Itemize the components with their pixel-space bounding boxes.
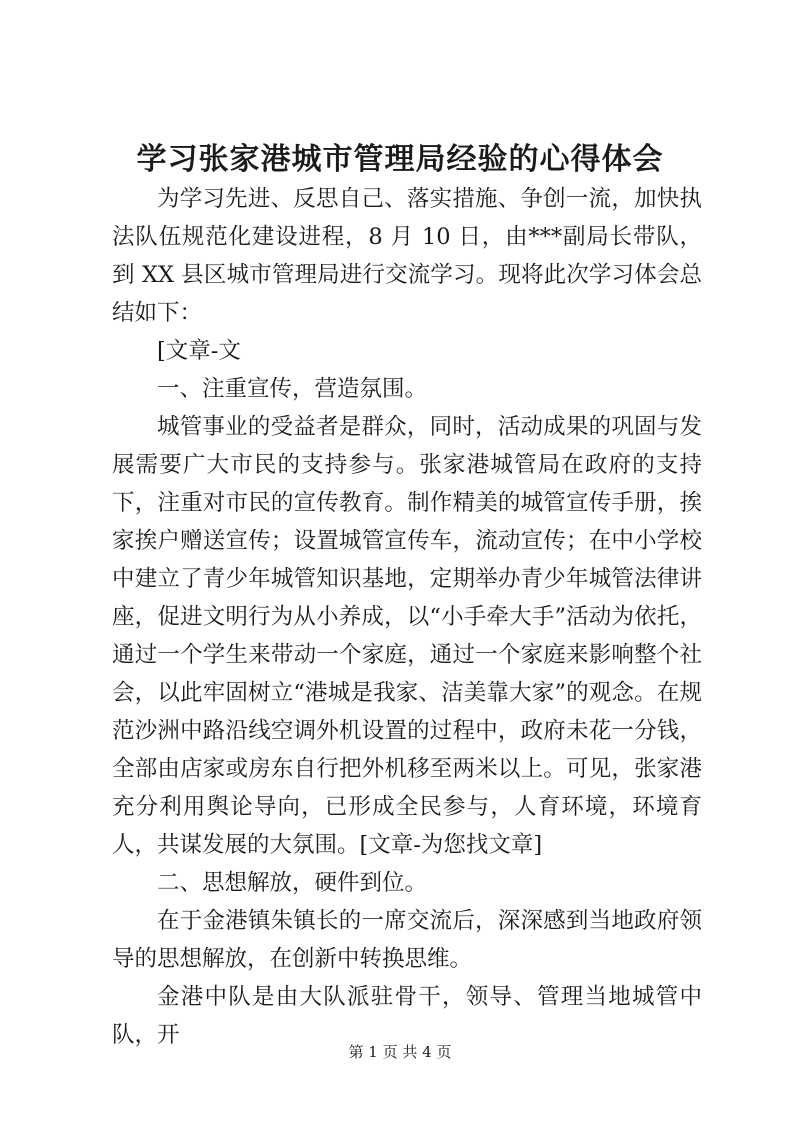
document-title: 学习张家港城市管理局经验的心得体会 [136,142,664,177]
paragraph-jingang-squad: 金港中队是由大队派驻骨干，领导、管理当地城管中队，开 [112,984,702,1048]
section-heading-2: 二、思想解放，硬件到位。 [157,870,428,896]
paragraph-exchange: 在于金港镇朱镇长的一席交流后，深深感到当地政府领导的思想解放，在创新中转换思维。 [112,908,702,972]
page-number-footer: 第 1 页 共 4 页 [348,1043,452,1061]
paragraph-source-note: [文章-文 [157,338,241,364]
paragraph-publicity: 城管事业的受益者是群众，同时，活动成果的巩固与发展需要广大市民的支持参与。张家港城管局在政府的支持下，注重对市民的宣传教育。制作精美的城管宣传手册，挨家挨户赠送宣传；设置城管宣传车，流动宣传；在中小学校中建立了青少年城管知识基地，定期举办青少年城管法律讲座，促进文明行为从小养成，以“小手牵大手”活动为依托，通过一个学生来带动一个家庭，通过一个家庭来影响整个社会，以此牢固树立“港城是我家、洁美靠大家”的观念。在规范沙洲中路沿线空调外机设置的过程中，政府未花一分钱，全部由店家或房东自行把外机移至两米以上。可见，张家港充分利用舆论导向，已形成全民参与，人育环境，环境育人，共谋发展的大氛围。[文章-为您找文章] [112,414,702,858]
paragraph-intro: 为学习先进、反思自己、落实措施、争创一流，加快执法队伍规范化建设进程，8 月 10 日，由***副局长带队，到 XX 县区城市管理局进行交流学习。现将此次学习体会总结如下： [112,186,702,326]
section-heading-1: 一、注重宣传，营造氛围。 [157,376,428,402]
document-body [112,180,702,1054]
